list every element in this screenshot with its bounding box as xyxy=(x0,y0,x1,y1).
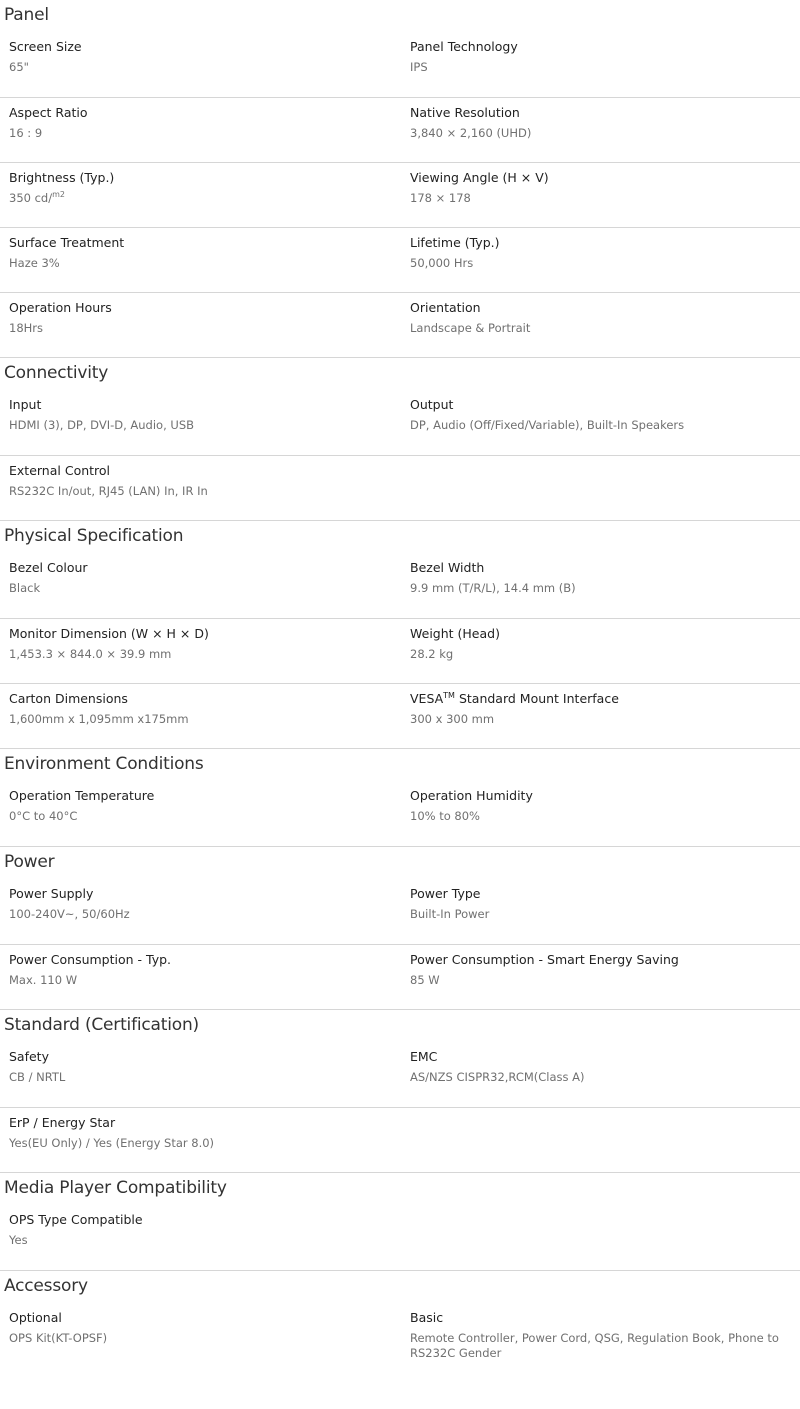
spec-value-text: 350 cd/ xyxy=(9,191,53,205)
spec-label xyxy=(410,105,786,121)
spec-item-lifetime-typ xyxy=(400,228,800,292)
spec-label-text: Weight (Head) xyxy=(410,626,500,641)
spec-label xyxy=(410,626,786,642)
spec-label-text: Carton Dimensions xyxy=(9,691,128,706)
spec-value xyxy=(9,647,386,672)
spec-value xyxy=(9,712,386,737)
spec-label xyxy=(9,691,386,707)
spec-value xyxy=(9,60,386,85)
spec-row xyxy=(0,1303,800,1371)
spec-value-text: 178 × 178 xyxy=(410,191,471,205)
spec-label-text: Surface Treatment xyxy=(9,235,125,250)
spec-value xyxy=(9,321,386,346)
spec-label-text: Bezel Width xyxy=(410,560,485,575)
section-media-player-compatibility xyxy=(0,1173,800,1271)
spec-row xyxy=(0,1107,800,1172)
spec-value-text: 300 x 300 mm xyxy=(410,712,495,726)
spec-label-text: Operation Humidity xyxy=(410,788,533,803)
spec-value-text: 85 W xyxy=(410,973,440,987)
spec-item-viewing-angle-h-v xyxy=(400,163,800,227)
spec-value xyxy=(410,809,786,834)
spec-label xyxy=(9,886,386,902)
spec-row xyxy=(0,781,800,846)
spec-item-bezel-width xyxy=(400,553,800,618)
section-title: Connectivity xyxy=(4,363,109,383)
spec-row xyxy=(0,879,800,944)
spec-row xyxy=(0,292,800,357)
spec-label xyxy=(410,300,786,316)
spec-label-text: Output xyxy=(410,397,454,412)
spec-item-external-control xyxy=(0,456,400,520)
spec-value xyxy=(410,973,786,998)
spec-row xyxy=(0,1205,800,1270)
spec-value xyxy=(9,1136,386,1161)
section-title: Accessory xyxy=(4,1276,88,1296)
spec-value-text: 16 : 9 xyxy=(9,126,43,140)
spec-value-text: Built-In Power xyxy=(410,907,490,921)
spec-row xyxy=(0,553,800,618)
spec-value-text: Haze 3% xyxy=(9,256,60,270)
spec-label-text: OPS Type Compatible xyxy=(9,1212,143,1227)
spec-row xyxy=(0,162,800,227)
spec-item-safety xyxy=(0,1042,400,1107)
spec-value-text: 3,840 × 2,160 (UHD) xyxy=(410,126,532,140)
spec-value xyxy=(410,712,786,737)
section-title: Panel xyxy=(4,5,49,25)
spec-label-text: VESA xyxy=(410,691,444,706)
spec-value-text: Max. 110 W xyxy=(9,973,78,987)
section-standard-certification xyxy=(0,1010,800,1173)
spec-label xyxy=(410,1049,786,1065)
spec-item-orientation xyxy=(400,293,800,357)
spec-label-text: Basic xyxy=(410,1310,444,1325)
spec-row xyxy=(0,97,800,162)
spec-label xyxy=(9,560,386,576)
spec-value xyxy=(9,256,386,281)
spec-value xyxy=(410,321,786,346)
spec-label-text: Operation Temperature xyxy=(9,788,155,803)
spec-value-text: 65" xyxy=(9,60,29,74)
spec-label xyxy=(410,397,786,413)
spec-value xyxy=(410,418,786,443)
spec-label xyxy=(9,952,386,968)
spec-label-text: Power Type xyxy=(410,886,481,901)
spec-label-text: Panel Technology xyxy=(410,39,518,54)
spec-item-aspect-ratio xyxy=(0,98,400,162)
spec-value xyxy=(410,647,786,672)
spec-value xyxy=(9,809,386,834)
spec-value-text: 1,453.3 × 844.0 × 39.9 mm xyxy=(9,647,172,661)
section-title: Power xyxy=(4,852,55,872)
spec-item-power-type xyxy=(400,879,800,944)
spec-label-text: Lifetime (Typ.) xyxy=(410,235,500,250)
spec-label-text: Power Consumption - Typ. xyxy=(9,952,172,967)
spec-label xyxy=(410,235,786,251)
spec-item-surface-treatment xyxy=(0,228,400,292)
spec-item-monitor-dimension-w-h-d xyxy=(0,619,400,683)
spec-label xyxy=(9,397,386,413)
spec-label-text: Orientation xyxy=(410,300,481,315)
spec-value xyxy=(410,1070,786,1095)
spec-label xyxy=(9,300,386,316)
spec-label-text: Aspect Ratio xyxy=(9,105,88,120)
section-panel xyxy=(0,0,800,358)
spec-label xyxy=(410,691,786,707)
spec-label xyxy=(9,1115,386,1131)
spec-row xyxy=(0,618,800,683)
spec-value-text: OPS Kit(KT-OPSF) xyxy=(9,1331,108,1345)
spec-value-text: Landscape & Portrait xyxy=(410,321,531,335)
spec-value xyxy=(9,126,386,151)
section-environment-conditions xyxy=(0,749,800,847)
spec-label xyxy=(410,170,786,186)
spec-item-operation-temperature xyxy=(0,781,400,846)
spec-label xyxy=(9,626,386,642)
spec-label xyxy=(410,952,786,968)
spec-value xyxy=(9,484,386,509)
spec-label xyxy=(9,235,386,251)
spec-item-erp-energy-star xyxy=(0,1108,400,1172)
spec-value xyxy=(9,1233,386,1258)
spec-item-basic xyxy=(400,1303,800,1371)
spec-label xyxy=(9,39,386,55)
spec-label xyxy=(410,39,786,55)
spec-label xyxy=(9,105,386,121)
spec-label-text: Safety xyxy=(9,1049,49,1064)
spec-value xyxy=(410,126,786,151)
spec-value xyxy=(9,973,386,998)
spec-value-text: 100-240V~, 50/60Hz xyxy=(9,907,130,921)
spec-value-text: 9.9 mm (T/R/L), 14.4 mm (B) xyxy=(410,581,576,595)
section-power xyxy=(0,847,800,1010)
section-physical-specification xyxy=(0,521,800,749)
spec-value-text: Yes xyxy=(9,1233,28,1247)
spec-label-text: Native Resolution xyxy=(410,105,520,120)
spec-row xyxy=(0,32,800,97)
spec-item-panel-technology xyxy=(400,32,800,97)
spec-label xyxy=(9,170,386,186)
spec-item-power-supply xyxy=(0,879,400,944)
spec-row xyxy=(0,1042,800,1107)
spec-label xyxy=(9,1310,386,1326)
spec-label-text: Monitor Dimension (W × H × D) xyxy=(9,626,209,641)
spec-label xyxy=(9,788,386,804)
spec-value xyxy=(410,191,786,216)
spec-label-text: Viewing Angle (H × V) xyxy=(410,170,549,185)
spec-label-text: Power Supply xyxy=(9,886,94,901)
spec-label-text: Screen Size xyxy=(9,39,82,54)
spec-value xyxy=(410,256,786,281)
spec-value xyxy=(9,1331,386,1356)
spec-label xyxy=(9,463,386,479)
spec-item-vesa-standard-mount-interface xyxy=(400,684,800,748)
section-title: Standard (Certification) xyxy=(4,1015,199,1035)
spec-value-text: Black xyxy=(9,581,41,595)
spec-value-text: CB / NRTL xyxy=(9,1070,66,1084)
spec-label-suffix: Standard Mount Interface xyxy=(454,691,619,706)
spec-item-power-consumption-typ xyxy=(0,945,400,1009)
spec-value xyxy=(410,1331,786,1371)
spec-label-text: Input xyxy=(9,397,42,412)
section-title: Physical Specification xyxy=(4,526,184,546)
spec-value-text: AS/NZS CISPR32,RCM(Class A) xyxy=(410,1070,585,1084)
spec-row xyxy=(0,455,800,520)
spec-value xyxy=(9,191,386,216)
spec-label-text: External Control xyxy=(9,463,111,478)
spec-value-text: 28.2 kg xyxy=(410,647,454,661)
spec-value xyxy=(9,418,386,443)
spec-value-text: HDMI (3), DP, DVI-D, Audio, USB xyxy=(9,418,195,432)
spec-value-text: DP, Audio (Off/Fixed/Variable), Built-In Speakers xyxy=(410,418,685,432)
spec-label-text: ErP / Energy Star xyxy=(9,1115,116,1130)
spec-value-text: 10% to 80% xyxy=(410,809,480,823)
spec-label xyxy=(410,1310,786,1326)
spec-item-input xyxy=(0,390,400,455)
spec-row xyxy=(0,390,800,455)
spec-row xyxy=(0,227,800,292)
spec-item-operation-hours xyxy=(0,293,400,357)
spec-item-brightness-typ xyxy=(0,163,400,227)
spec-item-bezel-colour xyxy=(0,553,400,618)
unit-superscript: m2 xyxy=(52,190,65,200)
spec-value-text: IPS xyxy=(410,60,428,74)
spec-label xyxy=(410,560,786,576)
spec-row xyxy=(0,683,800,748)
spec-label-text: Bezel Colour xyxy=(9,560,88,575)
spec-item-ops-type-compatible xyxy=(0,1205,400,1270)
spec-item-weight-head xyxy=(400,619,800,683)
spec-label xyxy=(9,1212,386,1228)
spec-value-text: 50,000 Hrs xyxy=(410,256,474,270)
spec-item-screen-size xyxy=(0,32,400,97)
spec-label-text: Brightness (Typ.) xyxy=(9,170,115,185)
spec-value-text: 0°C to 40°C xyxy=(9,809,78,823)
section-title: Media Player Compatibility xyxy=(4,1178,227,1198)
spec-label xyxy=(410,788,786,804)
spec-label-text: Operation Hours xyxy=(9,300,112,315)
spec-item-power-consumption-smart-energy-saving xyxy=(400,945,800,1009)
spec-value xyxy=(9,1070,386,1095)
section-accessory xyxy=(0,1271,800,1371)
spec-row xyxy=(0,944,800,1009)
spec-item-optional xyxy=(0,1303,400,1371)
spec-value xyxy=(410,581,786,606)
spec-value-text: Remote Controller, Power Cord, QSG, Regulation Book, Phone to RS232C Gender xyxy=(410,1331,779,1360)
spec-label-text: EMC xyxy=(410,1049,438,1064)
spec-value xyxy=(410,60,786,85)
section-title: Environment Conditions xyxy=(4,754,204,774)
spec-label-text: Optional xyxy=(9,1310,62,1325)
spec-item-emc xyxy=(400,1042,800,1107)
trademark-superscript: TM xyxy=(443,690,455,700)
spec-value xyxy=(9,907,386,932)
section-connectivity xyxy=(0,358,800,521)
spec-item-operation-humidity xyxy=(400,781,800,846)
spec-label xyxy=(9,1049,386,1065)
spec-value xyxy=(410,907,786,932)
spec-value-text: Yes(EU Only) / Yes (Energy Star 8.0) xyxy=(9,1136,215,1150)
spec-item-output xyxy=(400,390,800,455)
spec-label xyxy=(410,886,786,902)
spec-item-native-resolution xyxy=(400,98,800,162)
spec-item-carton-dimensions xyxy=(0,684,400,748)
spec-label-text: Power Consumption - Smart Energy Saving xyxy=(410,952,679,967)
spec-value-text: RS232C In/out, RJ45 (LAN) In, IR In xyxy=(9,484,208,498)
spec-value-text: 1,600mm x 1,095mm x175mm xyxy=(9,712,189,726)
spec-value-text: 18Hrs xyxy=(9,321,44,335)
spec-value xyxy=(9,581,386,606)
